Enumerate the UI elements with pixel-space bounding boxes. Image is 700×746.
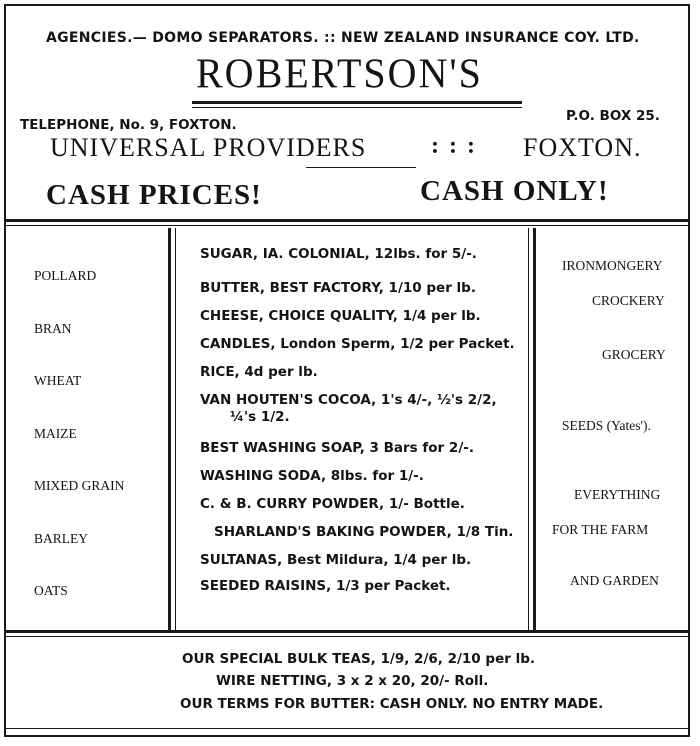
price-item: SEEDED RAISINS, 1/3 per Packet. bbox=[200, 578, 451, 594]
cash-prices: CASH PRICES! bbox=[46, 179, 262, 211]
telephone-line: TELEPHONE, No. 9, FOXTON. bbox=[20, 117, 237, 133]
column-divider-right-a bbox=[528, 228, 529, 630]
wire-netting-line: WIRE NETTING, 3 x 2 x 20, 20/- Roll. bbox=[216, 673, 489, 689]
header-divider-thin bbox=[6, 225, 688, 226]
universal-providers: UNIVERSAL PROVIDERS bbox=[50, 133, 367, 162]
bulk-teas-line: OUR SPECIAL BULK TEAS, 1/9, 2/6, 2/10 per lb. bbox=[182, 651, 535, 667]
providers-colons: : : : bbox=[431, 133, 477, 159]
price-item: CANDLES, London Sperm, 1/2 per Packet. bbox=[200, 336, 515, 352]
name-underline-thin bbox=[192, 107, 522, 108]
town-name: FOXTON. bbox=[523, 133, 642, 162]
left-item: OATS bbox=[34, 583, 68, 598]
right-item: FOR THE FARM bbox=[552, 522, 649, 537]
name-underline-thick bbox=[192, 101, 522, 104]
column-divider-left-a bbox=[168, 228, 171, 630]
price-item: RICE, 4d per lb. bbox=[200, 364, 318, 380]
footer-divider-thin bbox=[6, 636, 688, 637]
bottom-border-inner bbox=[6, 728, 688, 729]
providers-underline bbox=[306, 167, 416, 168]
agencies-line: AGENCIES.— DOMO SEPARATORS. :: NEW ZEALAND INSURANCE COY. LTD. bbox=[46, 30, 640, 46]
price-item: VAN HOUTEN'S COCOA, 1's 4/-, ½'s 2/2, bbox=[200, 392, 497, 408]
advertisement bbox=[4, 4, 690, 737]
price-item: WASHING SODA, 8lbs. for 1/-. bbox=[200, 468, 424, 484]
price-item: SHARLAND'S BAKING POWDER, 1/8 Tin. bbox=[214, 524, 514, 540]
left-item: BRAN bbox=[34, 321, 72, 336]
left-item: POLLARD bbox=[34, 268, 97, 283]
left-item: MAIZE bbox=[34, 426, 77, 441]
cash-only: CASH ONLY! bbox=[420, 175, 609, 207]
butter-terms-line: OUR TERMS FOR BUTTER: CASH ONLY. NO ENTRY MADE. bbox=[180, 696, 604, 712]
right-item: CROCKERY bbox=[592, 293, 665, 308]
right-item: SEEDS (Yates'). bbox=[562, 418, 651, 433]
price-item: BEST WASHING SOAP, 3 Bars for 2/-. bbox=[200, 440, 474, 456]
price-item: SULTANAS, Best Mildura, 1/4 per lb. bbox=[200, 552, 472, 568]
header-divider bbox=[6, 219, 688, 222]
left-item: WHEAT bbox=[34, 373, 82, 388]
right-item: GROCERY bbox=[602, 347, 666, 362]
price-item: SUGAR, IA. COLONIAL, 12lbs. for 5/-. bbox=[200, 246, 477, 262]
price-item: CHEESE, CHOICE QUALITY, 1/4 per lb. bbox=[200, 308, 481, 324]
footer-divider bbox=[6, 630, 688, 633]
price-item: C. & B. CURRY POWDER, 1/- Bottle. bbox=[200, 496, 465, 512]
store-name: ROBERTSON'S bbox=[196, 49, 483, 98]
right-item: AND GARDEN bbox=[570, 573, 659, 588]
right-item: IRONMONGERY bbox=[562, 258, 663, 273]
left-item: MIXED GRAIN bbox=[34, 478, 125, 493]
price-item: ¼'s 1/2. bbox=[230, 409, 290, 425]
column-divider-right-b bbox=[533, 228, 536, 630]
column-divider-left-b bbox=[175, 228, 176, 630]
po-box-line: P.O. BOX 25. bbox=[566, 108, 660, 124]
left-item: BARLEY bbox=[34, 531, 88, 546]
right-item: EVERYTHING bbox=[574, 487, 661, 502]
price-item: BUTTER, BEST FACTORY, 1/10 per lb. bbox=[200, 280, 476, 296]
